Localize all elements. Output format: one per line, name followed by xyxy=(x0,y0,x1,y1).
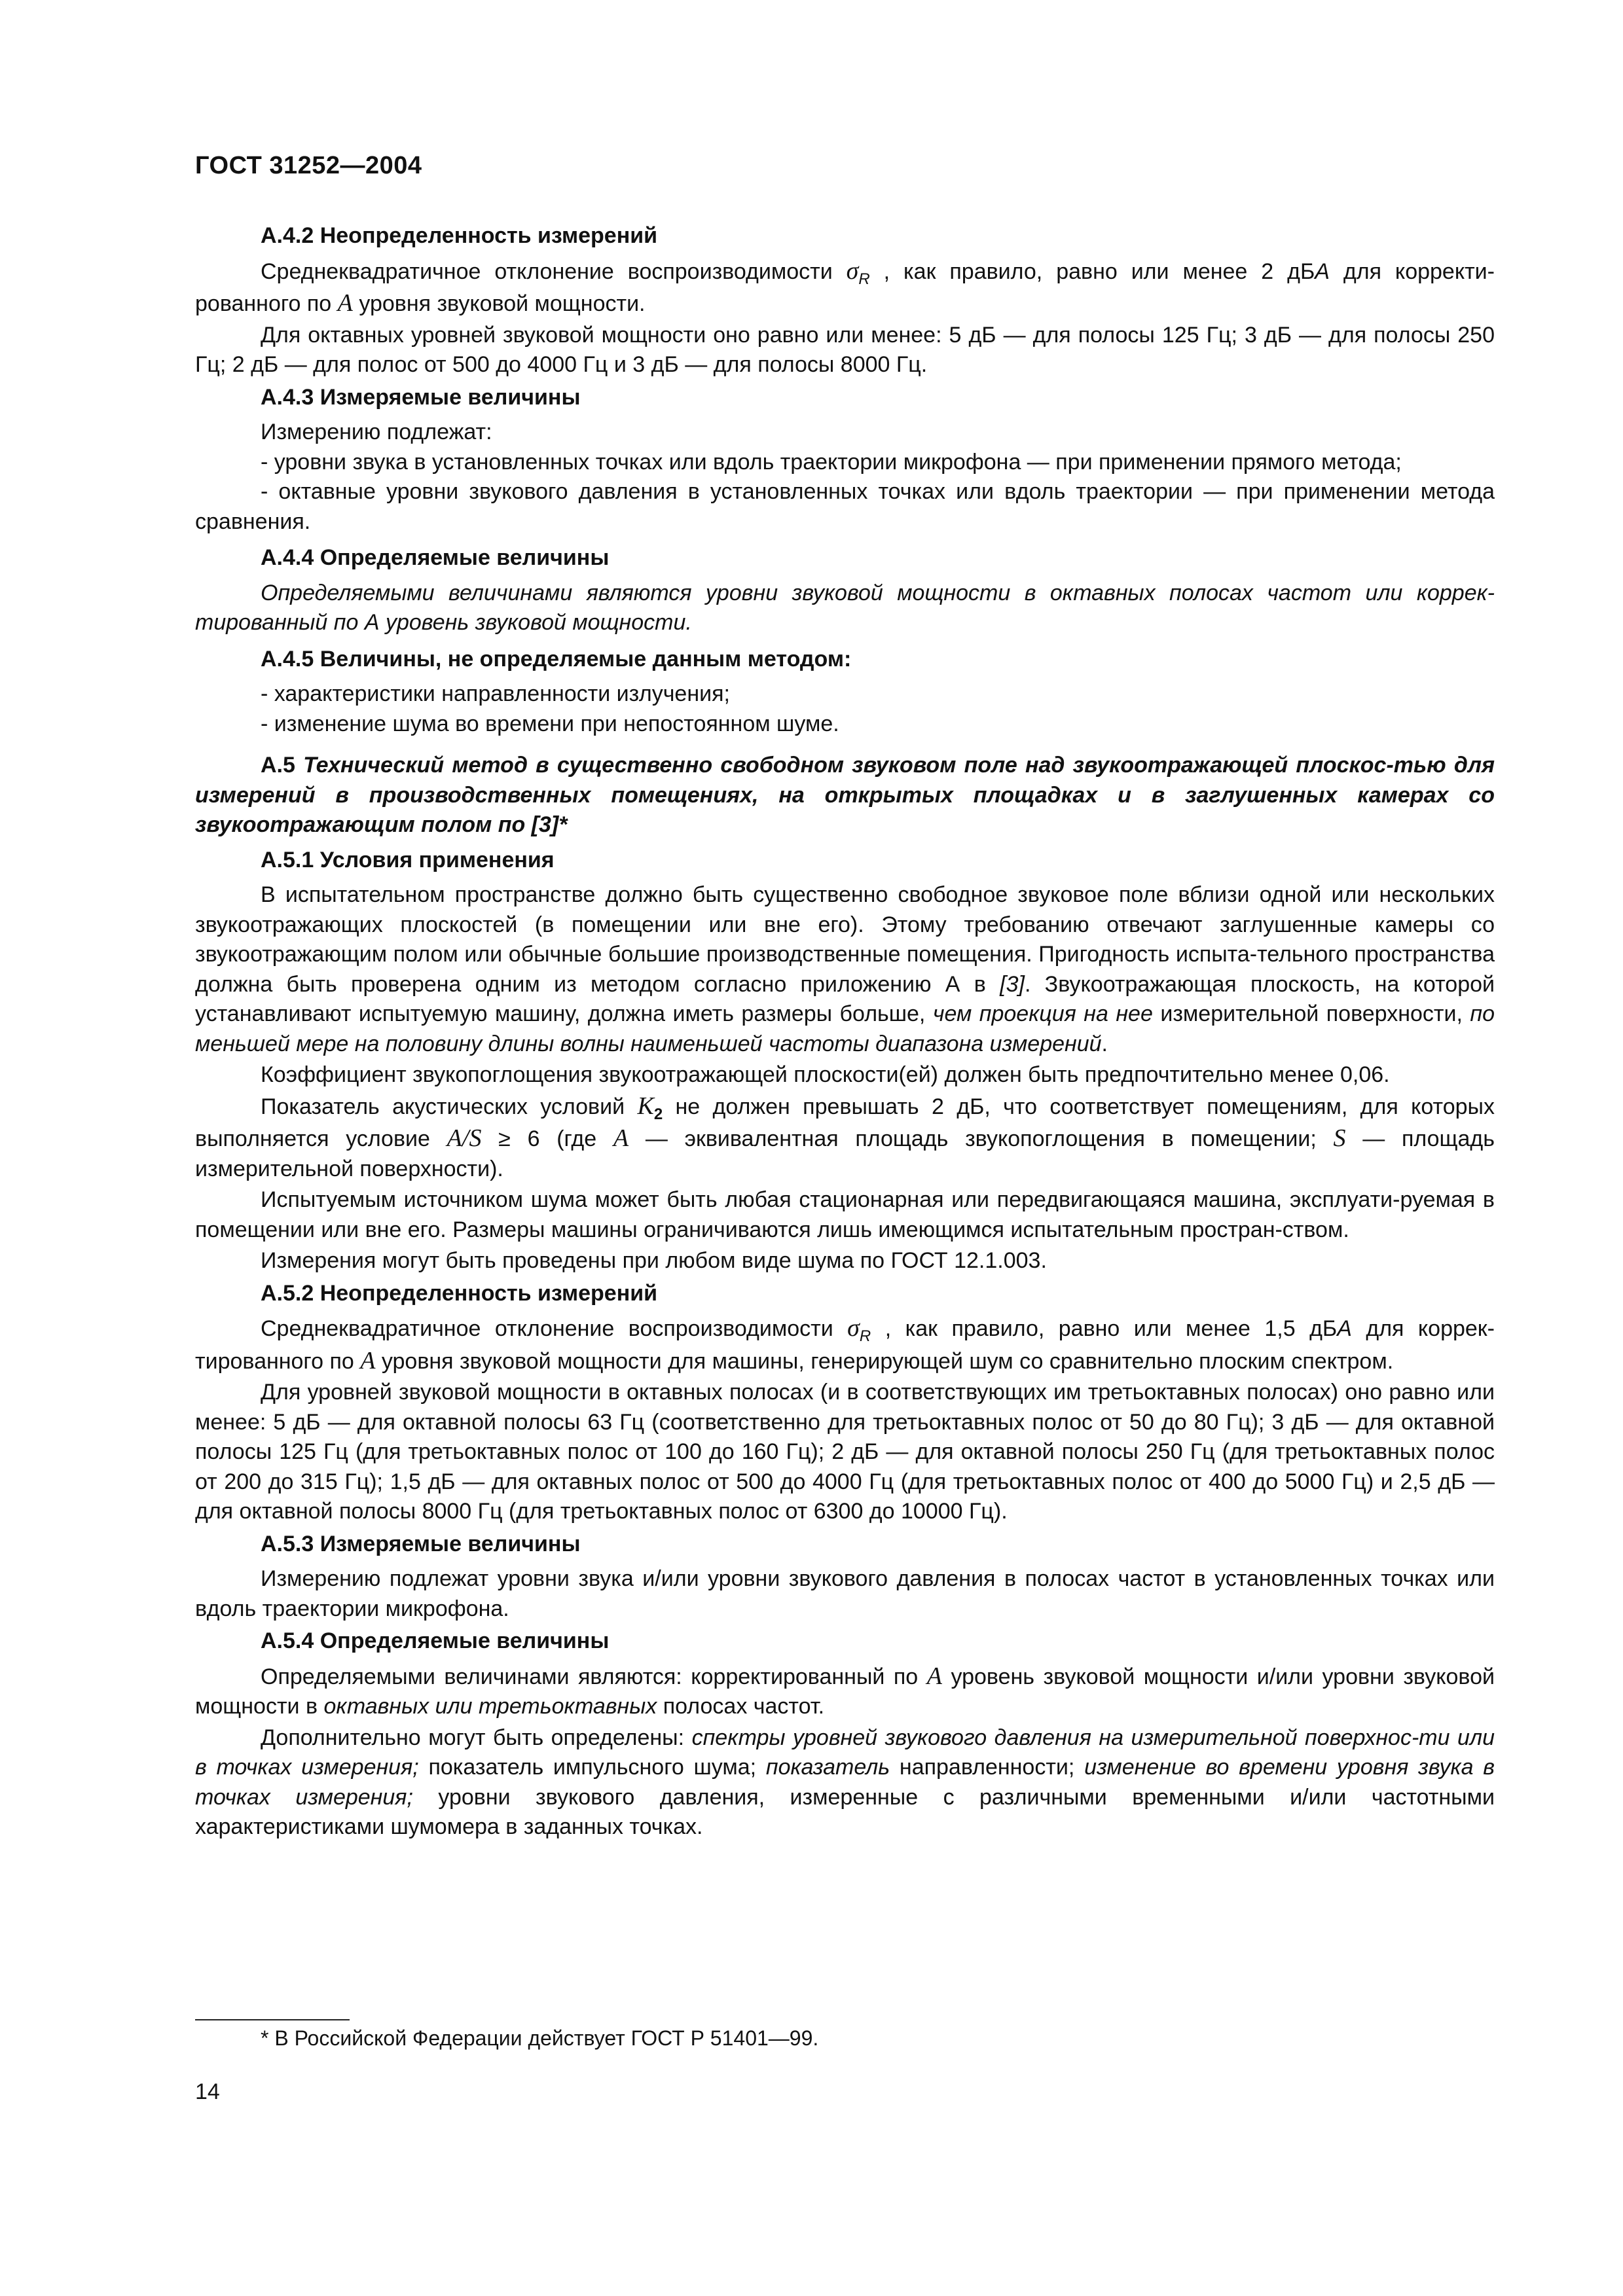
text-run: ≥ 6 (где xyxy=(481,1126,613,1151)
section-a43-intro: Измерению подлежат: xyxy=(261,420,492,444)
section-a51-paragraph-2: Коэффициент звукопоглощения звукоотражающей плоскости(ей) должен быть предпочтительно менее 0,06. xyxy=(261,1062,1390,1087)
text-run-italic: спектры уровней звукового давления на измерительной поверхнос-ти или в точках измерения; xyxy=(195,1725,1495,1780)
section-a52-paragraph-1 xyxy=(195,1314,1495,1376)
text-run: — эквивалентная площадь звукопоглощения в помещении; xyxy=(629,1126,1334,1151)
section-a51-paragraph-5: Измерения могут быть проведены при любом виде шума по ГОСТ 12.1.003. xyxy=(261,1248,1047,1273)
section-a43-heading: А.4.3 Измеряемые величины xyxy=(261,384,581,410)
text-run: В испытательном пространстве должно быть существенно свободное звуковое поле вблизи одной или нескольких звукоотражающих плоскостей (в помещении или вне его). Этому требованию отвечают заглушенные камеры со звукоотражающим полом или обычные большие производственные помещения. Пригодность испыта-тельного пространства должна быть проверена одним из методом согласно приложению А в xyxy=(195,882,1495,997)
sigma-symbol: σ xyxy=(847,1314,860,1342)
text-run: , как правило, равно или менее 1,5 дБ xyxy=(871,1316,1338,1341)
text-run: Среднеквадратичное отклонение воспроизводимости xyxy=(261,259,847,284)
section-a42-paragraph-2: Для октавных уровней звуковой мощности оно равно или менее: 5 дБ — для полосы 125 Гц; 3 дБ — для полосы 250 Гц; 2 дБ — для полос от 500 до 4000 Гц и 3 дБ — для полосы 8000 Гц. xyxy=(195,322,1495,377)
section-a44-text: Определяемыми величинами являются уровни звуковой мощности в октавных полосах частот или коррек-тированный по А уровень звуковой мощности. xyxy=(195,580,1495,635)
document-header: ГОСТ 31252—2004 xyxy=(195,152,422,179)
list-item: - изменение шума во времени при непостоянном шуме. xyxy=(261,711,839,736)
text-run: Определяемыми величинами являются: корректированный по xyxy=(261,1664,927,1689)
text-run: . xyxy=(1101,1031,1108,1056)
list-item: - октавные уровни звукового давления в установленных точках или вдоль траектории — при применении метода сравнения. xyxy=(195,479,1495,534)
sigma-symbol: σ xyxy=(846,257,859,285)
section-a53-text: Измерению подлежат уровни звука и/или уровни звукового давления в полосах частот в установленных точках или вдоль траектории микрофона. xyxy=(195,1566,1495,1621)
text-run-italic: показатель xyxy=(765,1755,890,1780)
symbol-s: S xyxy=(1333,1124,1346,1152)
page-number: 14 xyxy=(195,2079,220,2104)
text-run: полосах частот. xyxy=(657,1694,825,1719)
text-run: уровня звуковой мощности для машины, генерирующей шум со сравнительно плоским спектром. xyxy=(375,1348,1394,1374)
section-a54-heading: А.5.4 Определяемые величины xyxy=(261,1628,610,1653)
section-a52-paragraph-2: Для уровней звуковой мощности в октавных полосах (и в соответствующих им третьоктавных полосах) оно равно или менее: 5 дБ — для октавной полосы 63 Гц (соответственно для третьоктавных полос от 50 до 80 Гц); 3 дБ — для октавной полосы 125 Гц (для третьоктавных полос от 100 до 160 Гц); 2 дБ — для октавной полосы 250 Гц (для третьоктавных полос от 200 до 315 Гц); 1,5 дБ — для октавных полос от 500 до 4000 Гц (для третьоктавных полос от 400 до 5000 Гц) и 2,5 дБ — для октавной полосы 8000 Гц (для третьоктавных полос от 6300 до 10000 Гц). xyxy=(195,1380,1495,1524)
text-run-italic: октавных или третьоктавных xyxy=(323,1694,657,1719)
sigma-subscript: R xyxy=(858,270,870,288)
symbol-a: А xyxy=(360,1346,376,1374)
symbol-a: А xyxy=(337,289,353,317)
section-a54-paragraph-2 xyxy=(195,1723,1495,1842)
section-a42-heading: А.4.2 Неопределенность измерений xyxy=(261,223,658,248)
text-run-italic: изменение во времени уровня звука в точках измерения; xyxy=(195,1755,1495,1810)
section-a45-heading: А.4.5 Величины, не определяемые данным методом: xyxy=(261,646,852,672)
text-run-italic: А xyxy=(1315,259,1330,284)
document-body xyxy=(195,221,1495,1844)
text-run-italic: А xyxy=(1337,1316,1352,1341)
text-run: уровни звукового давления, измеренные с различными временными и/или частотными характеристиками шумомера в заданных точках. xyxy=(195,1784,1495,1839)
section-a42-paragraph-1 xyxy=(195,257,1495,319)
sigma-subscript: R xyxy=(859,1327,871,1345)
text-run: для корректи-рованного по xyxy=(195,259,1495,316)
reference: [3] xyxy=(1000,971,1025,997)
section-a51-heading: А.5.1 Условия применения xyxy=(261,847,555,872)
list-item: - характеристики направленности излучения; xyxy=(261,681,730,706)
section-a51-paragraph-1 xyxy=(195,880,1495,1059)
text-run: не должен превышать 2 дБ, что соответствует помещениям, для которых выполняется условие xyxy=(195,1094,1495,1151)
section-a51-paragraph-3 xyxy=(195,1092,1495,1185)
text-run: измерительной поверхности, xyxy=(1152,1001,1470,1026)
text-run: Дополнительно могут быть определены: xyxy=(261,1725,692,1750)
footnote: * В Российской Федерации действует ГОСТ Р 51401—99. xyxy=(261,2026,819,2050)
section-a54-paragraph-1 xyxy=(195,1662,1495,1722)
section-a44-heading: А.4.4 Определяемые величины xyxy=(261,545,610,570)
symbol-k: K xyxy=(637,1092,654,1120)
text-run: — площадь измерительной поверхности). xyxy=(195,1126,1495,1181)
symbol-k-subscript: 2 xyxy=(653,1105,663,1123)
text-run: уровень звуковой мощности и/или уровни звуковой мощности в xyxy=(195,1664,1495,1719)
text-run: Показатель акустических условий xyxy=(261,1094,638,1119)
footnote-divider xyxy=(195,2019,350,2020)
symbol-a: A xyxy=(613,1124,629,1152)
text-run: для коррек-тированного по xyxy=(195,1316,1495,1374)
text-run: . Звукоотражающая плоскость, на которой устанавливают испытуемую машину, должна иметь размеры больше, xyxy=(195,971,1495,1026)
section-a51-paragraph-4: Испытуемым источником шума может быть любая стационарная или передвигающаяся машина, эксплуати-руемая в помещении или вне его. Размеры машины ограничиваются лишь имеющимся испытательным простран-ством. xyxy=(195,1187,1495,1242)
section-a52-heading: А.5.2 Неопределенность измерений xyxy=(261,1280,658,1306)
text-run: направленности; xyxy=(890,1755,1085,1780)
text-run: Среднеквадратичное отклонение воспроизводимости xyxy=(261,1316,848,1341)
text-run-italic: чем проекция на нее xyxy=(932,1001,1153,1026)
section-a53-heading: А.5.3 Измеряемые величины xyxy=(261,1531,581,1556)
list-item: - уровни звука в установленных точках или вдоль траектории микрофона — при применении прямого метода; xyxy=(261,449,1402,475)
text-run: уровня звуковой мощности. xyxy=(352,291,646,316)
section-title: Технический метод в существенно свободном звуковом поле над звукоотражающей плоскос-тью для измерений в производственных помещениях, на открытых площадках и в заглушенных камерах со звукоотражающим полом по [3]* xyxy=(195,753,1495,837)
symbol-a-over-s: A/S xyxy=(447,1124,482,1152)
section-number: А.5 xyxy=(261,753,304,778)
text-run-italic: по меньшей мере на половину длины волны наименьшей частоты диапазона измерений xyxy=(195,1001,1495,1056)
text-run: , как правило, равно или менее 2 дБ xyxy=(869,259,1315,284)
symbol-a: А xyxy=(926,1662,942,1690)
text-run: показатель импульсного шума; xyxy=(418,1755,766,1780)
section-a5-heading xyxy=(195,751,1495,840)
